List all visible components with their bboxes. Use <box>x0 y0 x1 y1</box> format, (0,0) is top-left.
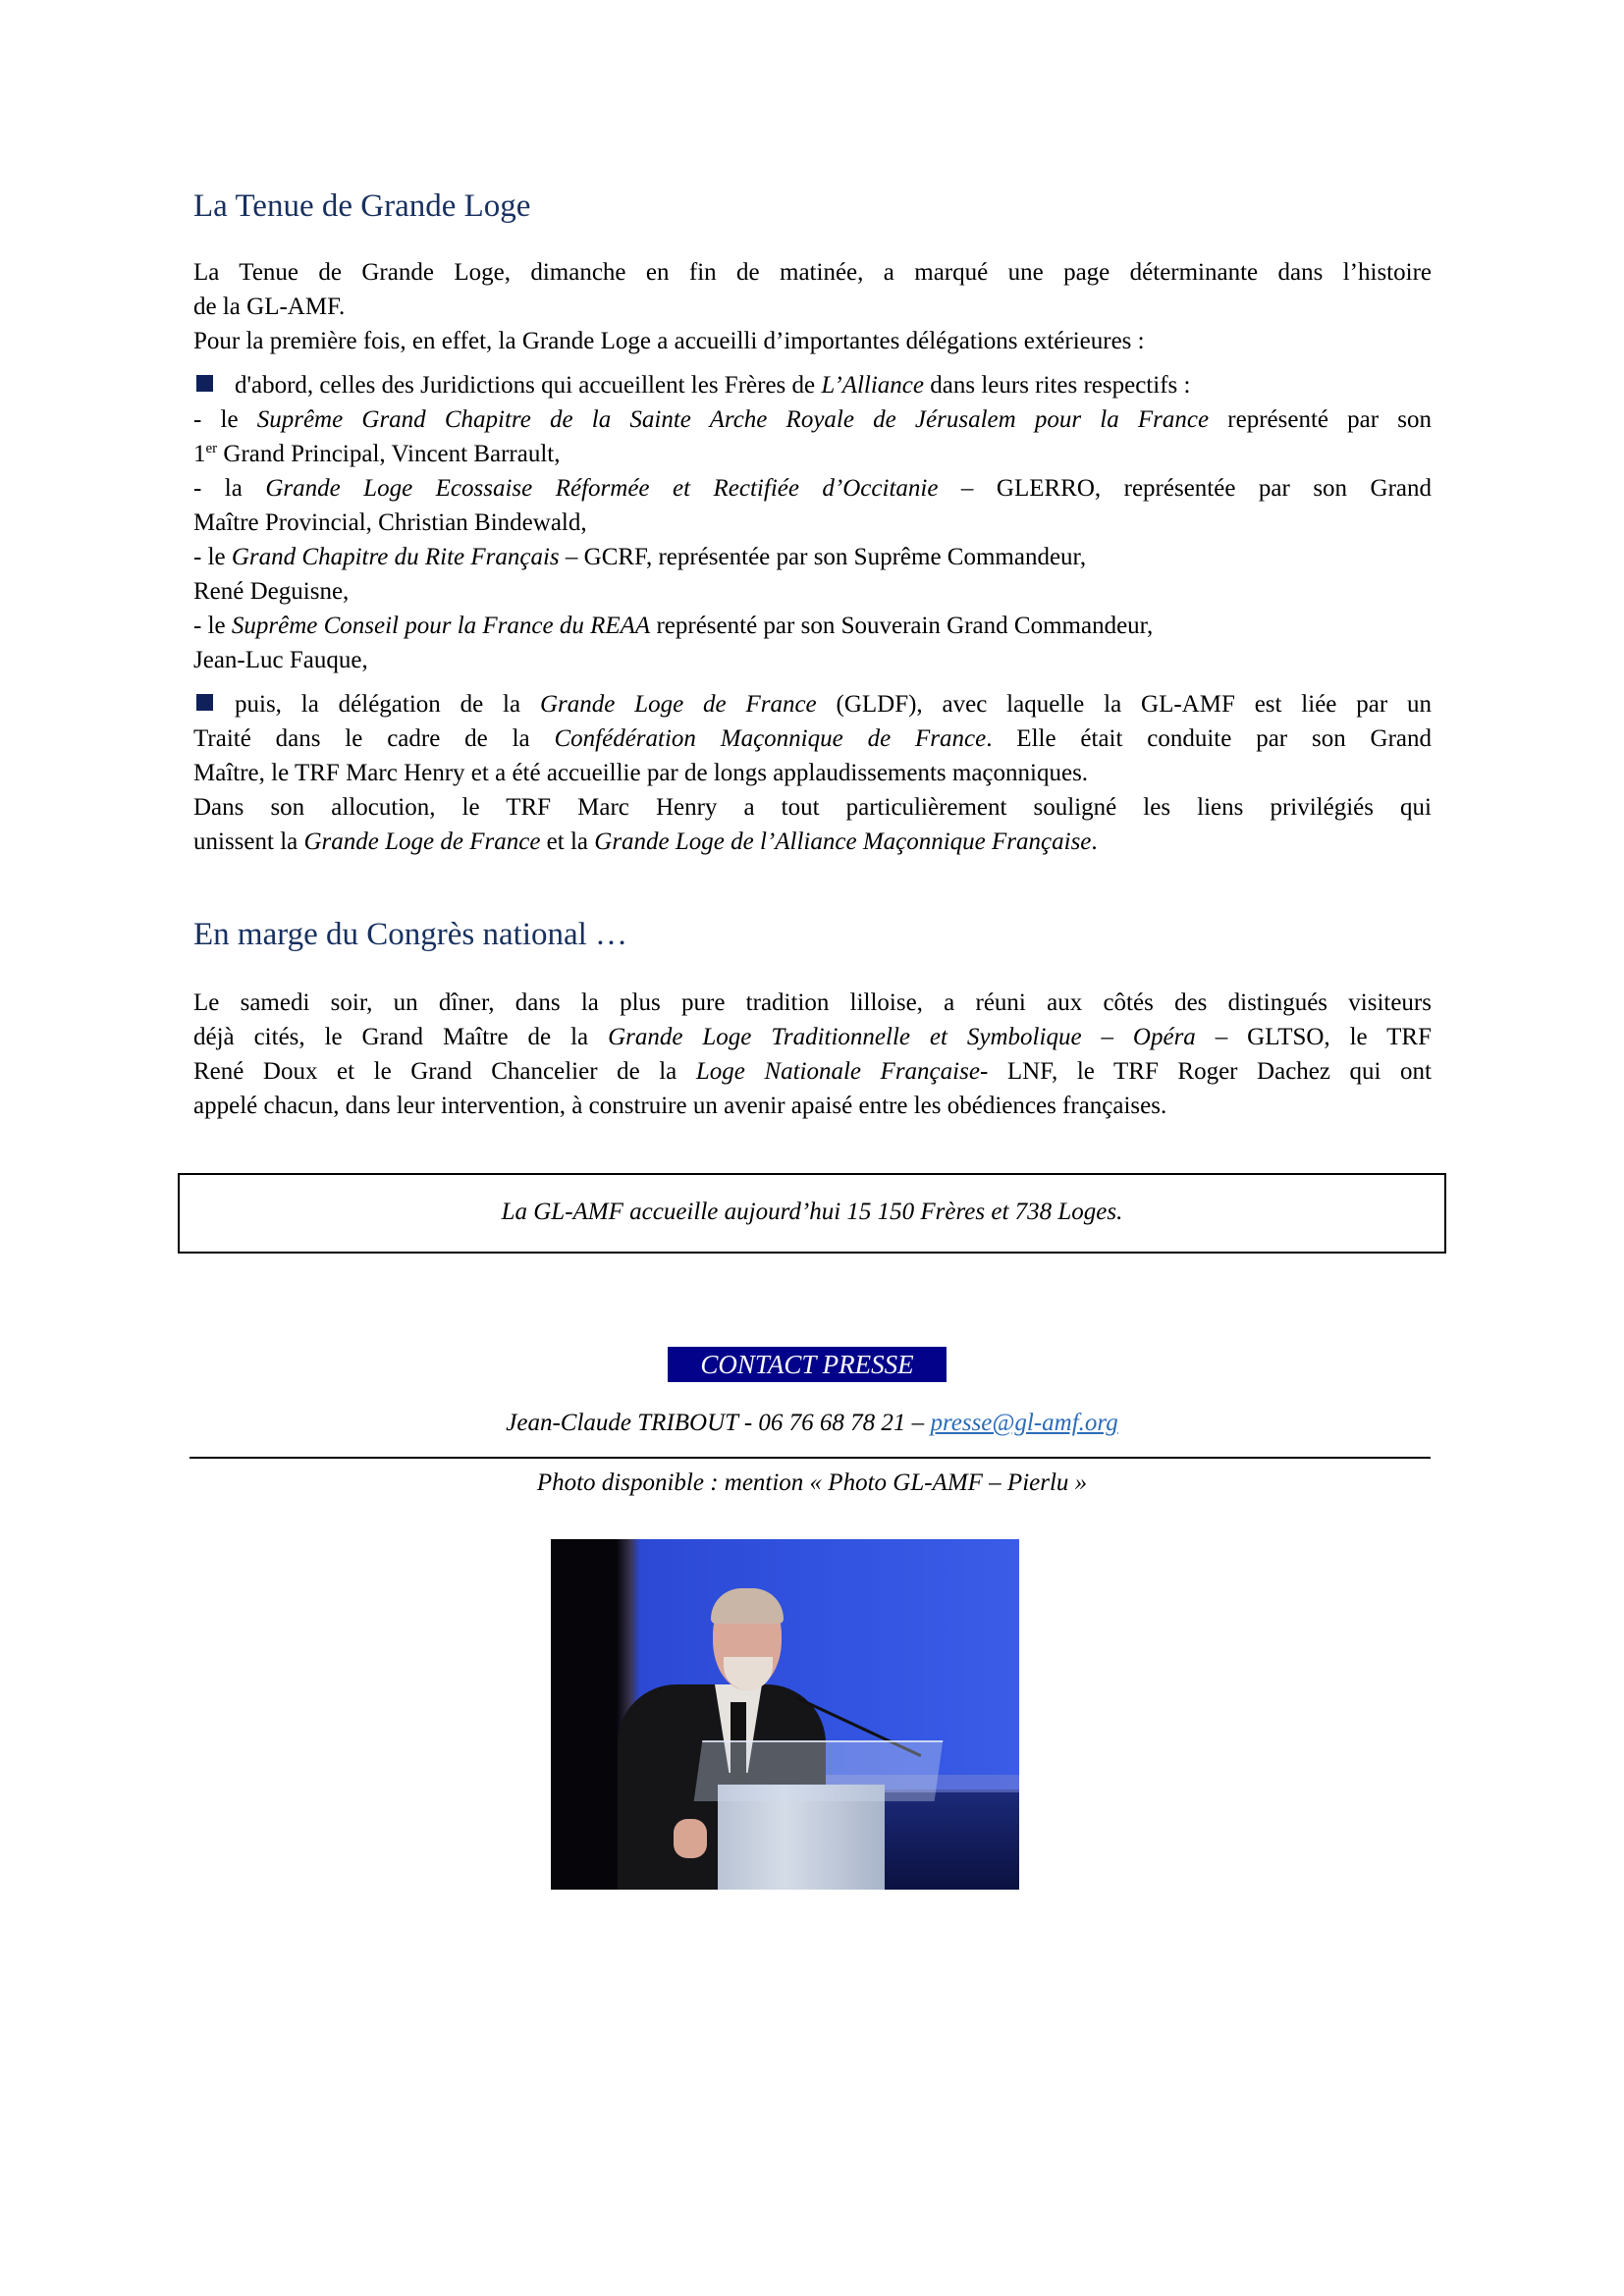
juridiction-2-line-2: Maître Provincial, Christian Bindewald, <box>193 509 587 536</box>
juridiction-3-line-1: - le Grand Chapitre du Rite Français – GCRF, représentée par son Suprême Commandeur, <box>193 544 1087 570</box>
juridiction-4-line-1: - le Suprême Conseil pour la France du REAA représenté par son Souverain Grand Commandeur, <box>193 613 1154 639</box>
bullet-item-juridictions: d'abord, celles des Juridictions qui accueillent les Frères de L’Alliance dans leurs rites respectifs : <box>193 368 1432 402</box>
marge-line-3: René Doux et le Grand Chancelier de la Loge Nationale Française- LNF, le TRF Roger Dachez qui ont <box>193 1058 1432 1085</box>
intro-line-1: La Tenue de Grande Loge, dimanche en fin de matinée, a marqué une page déterminante dans l’histoire <box>193 259 1432 286</box>
section-tenue-body <box>193 255 1432 859</box>
juridiction-2-line-1: - la Grande Loge Ecossaise Réformée et Rectifiée d’Occitanie – GLERRO, représentée par son Grand <box>193 475 1432 502</box>
intro-line-2: de la GL-AMF. <box>193 294 346 320</box>
speaker-photo <box>551 1539 1019 1890</box>
marge-line-4: appelé chacun, dans leur intervention, à construire un avenir apaisé entre les obédiences françaises. <box>193 1093 1167 1119</box>
contact-presse-banner: CONTACT PRESSE <box>668 1347 947 1382</box>
section-heading-tenue: La Tenue de Grande Loge <box>193 188 531 224</box>
gldf-line-5: unissent la Grande Loge de France et la Grande Loge de l’Alliance Maçonnique Française. <box>193 828 1098 855</box>
membership-text: La GL-AMF accueille aujourd’hui 15 150 Frères et 738 Loges. <box>501 1199 1123 1225</box>
marge-line-2: déjà cités, le Grand Maître de la Grande Loge Traditionnelle et Symbolique – Opéra – GLTSO, le TRF <box>193 1024 1432 1050</box>
square-bullet-icon <box>196 375 213 392</box>
speaker-hand <box>674 1819 707 1858</box>
contact-name-phone: Jean-Claude TRIBOUT - 06 76 68 78 21 – <box>506 1410 931 1436</box>
email-link[interactable]: presse@gl-amf.org <box>930 1410 1118 1436</box>
contact-line <box>0 1406 1624 1440</box>
juridiction-4-line-2: Jean-Luc Fauque, <box>193 647 368 673</box>
podium-glass <box>694 1740 944 1801</box>
horizontal-divider <box>189 1457 1431 1459</box>
square-bullet-icon <box>196 694 213 711</box>
juridiction-3-line-2: René Deguisne, <box>193 578 350 605</box>
gldf-line-4: Dans son allocution, le TRF Marc Henry a tout particulièrement souligné les liens privilégiés qui <box>193 794 1432 821</box>
juridiction-1-line-2: 1er Grand Principal, Vincent Barrault, <box>193 441 561 467</box>
gldf-line-3: Maître, le TRF Marc Henry et a été accueillie par de longs applaudissements maçonniques. <box>193 760 1089 786</box>
juridiction-1-line-1: - le Suprême Grand Chapitre de la Sainte Arche Royale de Jérusalem pour la France représenté par son <box>193 406 1432 433</box>
speaker-hair <box>711 1588 784 1624</box>
marge-line-1: Le samedi soir, un dîner, dans la plus pure tradition lilloise, a réuni aux côtés des distingués visiteurs <box>193 989 1432 1016</box>
intro-line-3: Pour la première fois, en effet, la Grande Loge a accueilli d’importantes délégations extérieures : <box>193 328 1145 354</box>
section-heading-marge: En marge du Congrès national … <box>193 917 628 952</box>
membership-highlight-box <box>178 1173 1446 1254</box>
section-marge-body <box>193 986 1432 1123</box>
photo-credit: Photo disponible : mention « Photo GL-AMF – Pierlu » <box>536 1469 1088 1496</box>
bullet-item-gldf: puis, la délégation de la Grande Loge de France (GLDF), avec laquelle la GL-AMF est liée par un <box>193 687 1432 721</box>
gldf-line-2: Traité dans le cadre de la Confédération Maçonnique de France. Elle était conduite par son Grand <box>193 725 1433 752</box>
